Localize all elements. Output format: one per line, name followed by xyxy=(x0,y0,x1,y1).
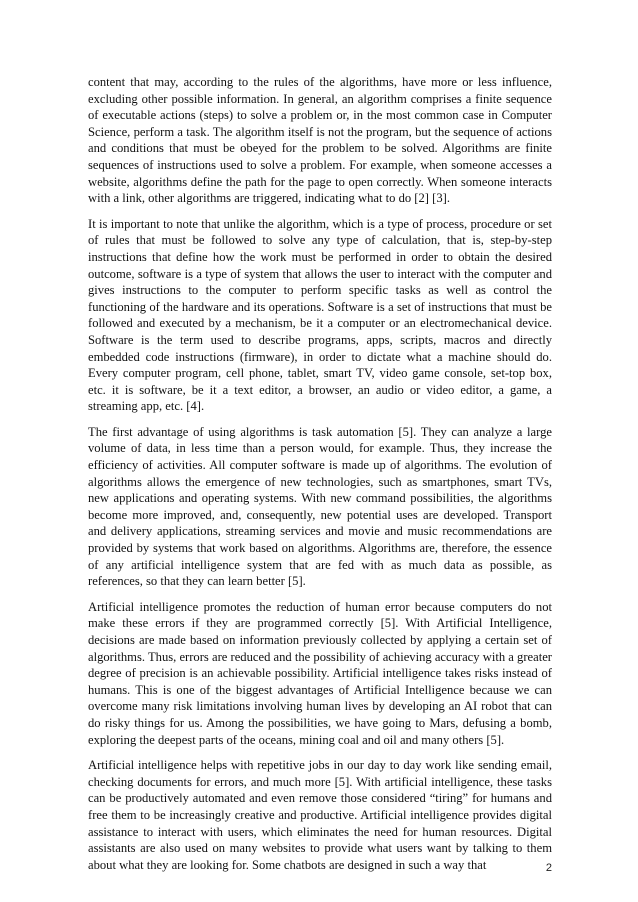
paragraph-software-definition: It is important to note that unlike the algorithm, which is a type of process, procedure or set of rules that must be followed to solve any type of calculation, that is, step-by-step instructions that define how the work must be performed in order to obtain the desired outcome, software is a type of system that allows the user to interact with the computer and gives instructions to the computer to perform specific tasks as well as control the functioning of the hardware and its operations. Software is a set of instructions that must be followed and executed by a mechanism, be it a computer or an electromechanical device. Software is the term used to describe programs, apps, scripts, macros and directly embedded code instructions (firmware), in order to dictate what a machine should do. Every computer program, cell phone, tablet, smart TV, video game console, set-top box, etc. it is software, be it a text editor, a browser, an audio or video editor, a game, a streaming app, etc. [4]. xyxy=(88,216,552,414)
paragraph-task-automation: The first advantage of using algorithms is task automation [5]. They can analyze a large volume of data, in less time than a person would, for example. Thus, they increase the efficiency of activities. All computer software is made up of algorithms. The evolution of algorithms allows the emergence of new technologies, such as smartphones, smart TVs, new applications and operating systems. With new command possibilities, the algorithms become more improved, and, consequently, new potential uses are developed. Transport and delivery applications, streaming services and movie and music recommendations are provided by systems that work based on algorithms. Algorithms are, therefore, the essence of any artificial intelligence system that are fed with as much data as possible, as references, so that they can learn better [5]. xyxy=(88,424,552,589)
paragraph-algorithm-definition: content that may, according to the rules of the algorithms, have more or less influence, excluding other possible information. In general, an algorithm comprises a finite sequence of executable actions (steps) to solve a problem or, in the most common case in Computer Science, perform a task. The algorithm itself is not the program, but the sequence of actions and conditions that must be obeyed for the problem to be solved. Algorithms are finite sequences of instructions used to solve a problem. For example, when someone accesses a website, algorithms define the path for the page to open correctly. When someone interacts with a link, other algorithms are triggered, indicating what to do [2] [3]. xyxy=(88,75,552,206)
page-number: 2 xyxy=(545,862,552,874)
paragraph-repetitive-jobs: Artificial intelligence helps with repetitive jobs in our day to day work like sending email, checking documents for errors, and much more [5]. With artificial intelligence, these tasks can be productively automated and even remove those considered “tiring” for humans and free them to be increasingly creative and productive. Artificial intelligence provides digital assistance to interact with users, which eliminates the need for human resources. Digital assistants are also used on many websites to provide what users want by talking to them about what they are looking for. Some chatbots are designed in such a way that xyxy=(88,758,552,872)
paragraph-human-error: Artificial intelligence promotes the reduction of human error because computers do not make these errors if they are programmed correctly [5]. With Artificial Intelligence, decisions are made based on information previously collected by applying a certain set of algorithms. Thus, errors are reduced and the possibility of achieving accuracy with a greater degree of precision is an achievable possibility. Artificial intelligence takes risks instead of humans. This is one of the biggest advantages of Artificial Intelligence because we can overcome many risk limitations involving human lives by developing an AI robot that can do risky things for us. Among the possibilities, we have going to Mars, defusing a bomb, exploring the deepest parts of the oceans, mining coal and oil and many others [5]. xyxy=(88,599,552,747)
document-body xyxy=(88,74,552,882)
